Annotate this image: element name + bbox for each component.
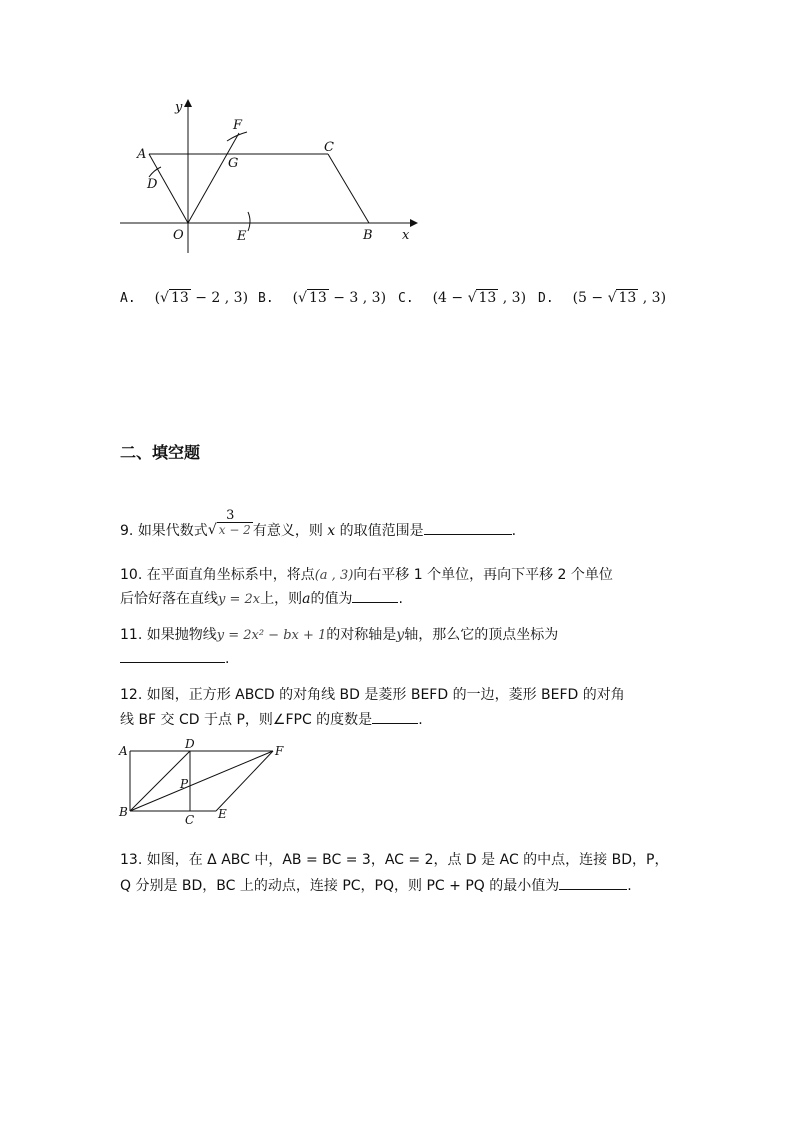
sqrt-sign: √ [160,290,169,306]
label-E: E [218,807,227,821]
option-text: (5 − [572,290,608,306]
option-letter: C. [398,291,414,306]
answer-blank[interactable] [352,588,398,603]
sqrt-sign: √ [607,290,617,306]
question-12-line-1 [120,685,625,705]
parabola-equation: y = 2x² − bx + 1 [216,628,327,643]
answer-blank[interactable] [559,875,627,890]
question-text: Q 分别是 BD，BC 上的动点，连接 PC，PQ，则 PC + PQ 的最小值为 [120,878,560,894]
question-text: 轴，那么它的顶点坐标为 [404,627,559,643]
question-text: 如果代数式 [137,523,208,539]
segment-CB [328,154,369,223]
question-13-line-1 [120,850,668,870]
segment-BF [130,751,273,811]
question-11-line-2 [120,648,229,669]
period: . [511,523,517,539]
answer-blank[interactable] [372,709,418,724]
radicand: 13 [308,290,327,306]
question-text: 的取值范围是 [339,523,424,539]
period: . [418,712,423,728]
label-C: C [185,813,195,827]
period: . [225,651,230,667]
question-number: 9. [120,523,134,539]
question-text: 如图，在 Δ ABC 中，AB = BC = 3，AC = 2，点 D 是 AC 的中点，连接 BD，P， [146,852,669,868]
question-number: 12. [120,687,143,703]
period: . [627,878,632,894]
answer-blank[interactable] [120,648,225,663]
question-10-line-1 [120,565,613,586]
option-c [398,290,526,306]
radicand: x − 2 [218,523,251,537]
label-O: O [173,228,184,243]
question-text: 线 BF 交 CD 于点 P，则∠FPC 的度数是 [120,712,373,728]
option-text: , 3) [498,290,527,306]
square-rhombus-figure [115,738,295,828]
x-axis-arrow [410,219,418,227]
segment-OF [188,133,239,223]
option-d [538,290,666,306]
variable: a [302,591,311,607]
question-text: 在平面直角坐标系中，将点 [146,567,315,583]
option-text: − 2 , 3) [190,290,249,306]
option-letter: A. [120,291,136,306]
option-letter: D. [538,291,554,306]
sqrt-sign: √ [298,290,307,306]
question-text: 有意义，则 [252,523,323,539]
label-B: B [363,228,373,243]
section-title: 二、填空题 [120,443,201,462]
question-text: 的对称轴是 [326,627,397,643]
arc-E [248,212,250,231]
question-text: 上，则 [260,591,303,607]
option-a [120,290,248,306]
question-12-line-2 [120,709,423,730]
coordinate-figure [115,95,420,255]
option-text: (4 − [432,290,468,306]
question-10-line-2 [120,588,403,610]
radicand: 13 [618,290,637,306]
sqrt-sign: √ [207,522,217,538]
question-9 [120,508,517,546]
question-number: 11. [120,627,143,643]
variable: y [396,627,405,643]
segment-EF [216,751,273,811]
question-text: 向右平移 1 个单位，再向下平移 2 个单位 [353,567,613,583]
option-letter: B. [258,291,274,306]
question-number: 13. [120,852,143,868]
question-text: 如果抛物线 [146,627,217,643]
option-text: , 3) [638,290,667,306]
fraction-numerator: 3 [226,508,235,523]
label-P: P [180,777,189,791]
label-x: x [402,228,410,243]
label-D: D [185,738,195,751]
label-A: A [137,147,147,162]
label-G: G [228,156,239,171]
y-axis-arrow [184,99,192,107]
option-text: ( [292,290,299,306]
question-number: 10. [120,567,143,583]
answer-blank[interactable] [424,520,512,535]
label-A: A [119,744,128,758]
radicand: 13 [478,290,497,306]
label-F: F [233,118,243,133]
line-equation: y = 2x [218,592,261,607]
option-text: ( [154,290,161,306]
question-13-line-2 [120,875,632,896]
fraction [208,508,253,538]
radicand: 13 [170,290,189,306]
label-E: E [237,229,247,244]
label-D: D [147,177,158,192]
question-text: 后恰好落在直线 [120,591,218,607]
label-F: F [275,744,284,758]
point-expression: (a , 3) [314,568,354,583]
label-C: C [324,140,334,155]
question-text: 如图，正方形 ABCD 的对角线 BD 是菱形 BEFD 的一边，菱形 BEFD 的对角 [146,687,625,703]
label-B: B [119,805,128,819]
option-text: − 3 , 3) [328,290,387,306]
period: . [398,591,403,607]
question-11-line-1 [120,625,558,646]
sqrt-sign: √ [467,290,477,306]
variable: x [327,523,336,539]
label-y: y [175,100,183,115]
question-text: 的值为 [310,591,353,607]
option-b [258,290,386,306]
